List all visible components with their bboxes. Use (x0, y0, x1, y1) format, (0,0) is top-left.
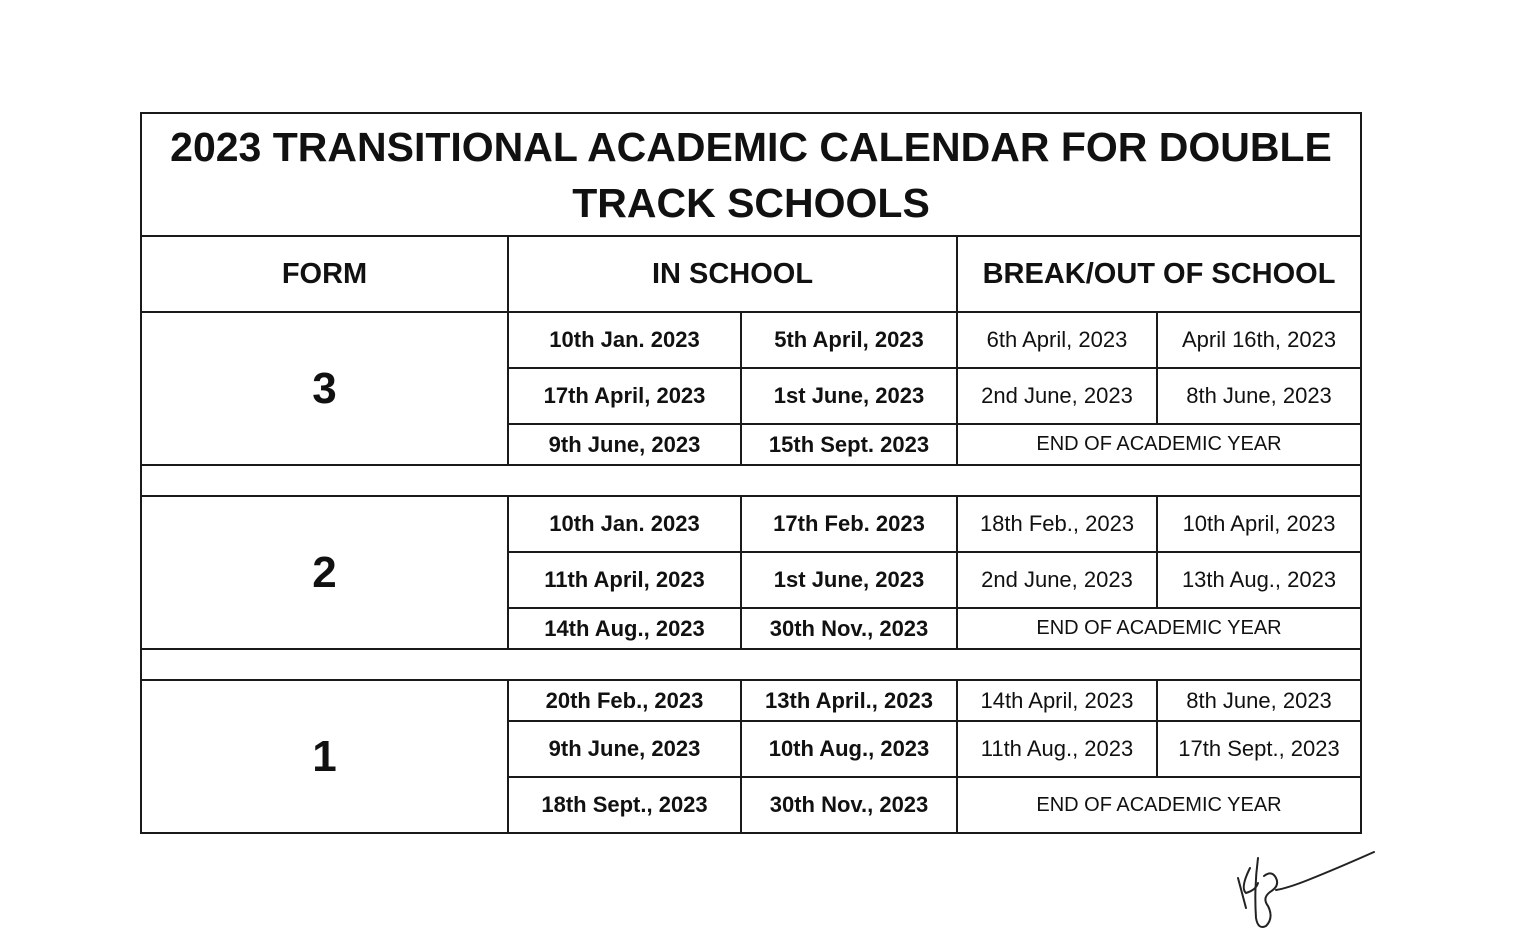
in-school-end: 5th April, 2023 (741, 312, 957, 368)
break-start: 2nd June, 2023 (957, 552, 1157, 608)
header-form: FORM (141, 236, 508, 312)
break-end: 8th June, 2023 (1157, 368, 1361, 424)
in-school-end: 10th Aug., 2023 (741, 721, 957, 777)
in-school-end: 1st June, 2023 (741, 552, 957, 608)
header-break-out-of-school: BREAK/OUT OF SCHOOL (957, 236, 1361, 312)
form-number: 2 (141, 496, 508, 649)
form-number: 1 (141, 680, 508, 833)
in-school-start: 9th June, 2023 (508, 424, 741, 465)
break-end: 17th Sept., 2023 (1157, 721, 1361, 777)
break-start: 18th Feb., 2023 (957, 496, 1157, 552)
in-school-end: 17th Feb. 2023 (741, 496, 957, 552)
in-school-end: 15th Sept. 2023 (741, 424, 957, 465)
in-school-start: 10th Jan. 2023 (508, 312, 741, 368)
end-of-academic-year: END OF ACADEMIC YEAR (957, 424, 1361, 465)
in-school-start: 10th Jan. 2023 (508, 496, 741, 552)
in-school-end: 1st June, 2023 (741, 368, 957, 424)
spacer-row (141, 465, 1361, 496)
break-end: 13th Aug., 2023 (1157, 552, 1361, 608)
break-start: 6th April, 2023 (957, 312, 1157, 368)
in-school-start: 20th Feb., 2023 (508, 680, 741, 721)
form-number: 3 (141, 312, 508, 465)
in-school-end: 30th Nov., 2023 (741, 777, 957, 833)
in-school-start: 18th Sept., 2023 (508, 777, 741, 833)
in-school-end: 13th April., 2023 (741, 680, 957, 721)
academic-calendar-table (140, 112, 1362, 834)
end-of-academic-year: END OF ACADEMIC YEAR (957, 608, 1361, 649)
in-school-start: 14th Aug., 2023 (508, 608, 741, 649)
in-school-end: 30th Nov., 2023 (741, 608, 957, 649)
table-row (141, 312, 1361, 368)
header-in-school: IN SCHOOL (508, 236, 957, 312)
spacer-row (141, 649, 1361, 680)
end-of-academic-year: END OF ACADEMIC YEAR (957, 777, 1361, 833)
break-start: 14th April, 2023 (957, 680, 1157, 721)
table-row (141, 496, 1361, 552)
table-row (141, 680, 1361, 721)
in-school-start: 9th June, 2023 (508, 721, 741, 777)
in-school-start: 17th April, 2023 (508, 368, 741, 424)
break-end: April 16th, 2023 (1157, 312, 1361, 368)
break-end: 8th June, 2023 (1157, 680, 1361, 721)
break-start: 2nd June, 2023 (957, 368, 1157, 424)
calendar-title: 2023 TRANSITIONAL ACADEMIC CALENDAR FOR DOUBLE TRACK SCHOOLS (141, 113, 1361, 236)
in-school-start: 11th April, 2023 (508, 552, 741, 608)
break-end: 10th April, 2023 (1157, 496, 1361, 552)
break-start: 11th Aug., 2023 (957, 721, 1157, 777)
handwritten-signature (1228, 848, 1378, 934)
